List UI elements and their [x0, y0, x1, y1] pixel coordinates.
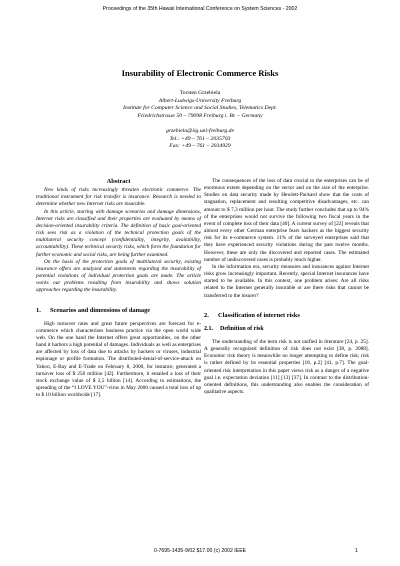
subsection-number: 2.1. [204, 325, 213, 332]
section-1-body [36, 321, 201, 400]
author-tel: Tel.: +49 – 761 – 2035703 [169, 135, 231, 142]
abstract-paragraph: New kinds of risks increasingly threaten electronic commerce. The traditional instrument for risk transfer is insurance. Research is needed to determine whether new Internet risks are insurable. [36, 187, 201, 208]
body-paragraph: High turnover rates and great future perspectives are forecast for e-commerce which characterizes business practice via the open world wide web. On the one hand the Internet offers great opportunities, on the other hand it harbors a high potential of damages. Individuals as well as enterprises are affected by loss of data due to attacks by hackers or viruses, industrial espionage or profile formation. The distributed-denial-of-service-attack on Yahoo, E-Bay and E-Trade on February 8, 2000, for instance, generated a turnover loss of $ 250 million [42]. Furthermore, it entailed a loss of their stock exchange value of $ 2,5 billion [14]. According to estimations, the spreading of the “I LOVE YOU”-virus in May 2000 caused a total loss of up to $ 10 billion worldwide [17]. [36, 320, 201, 399]
body-paragraph: The understanding of the term risk is not unified in literature [24, p. 25]. A generally recognized definition of risk does not exist [38, p. 2088]. Economic risk theory is meanwhile no longer attempting to define risk; risk is rather defined by its essential properties [18, p.2] [41, p.7]. The goal-oriented risk interpretation in this paper views risk as a danger of a negative goal i.e. expectation deviation [11] [13] [37]. In contrast to the distribution-oriented definitions, this understanding also enables the consideration of qualitative aspects. [204, 338, 369, 396]
author-name: Torsten Grzebiela [179, 90, 221, 96]
section-1-heading [36, 307, 201, 314]
author-fax: Fax: +49 – 761 – 2034929 [169, 143, 231, 150]
author-university: Albert-Ludwigs-University Freiburg [158, 97, 242, 104]
section-1-continued [204, 178, 369, 300]
section-number: 1. [36, 306, 41, 314]
left-column [36, 178, 201, 399]
copyright-footer: 0-7695-1435-9/02 $17.00 (c) 2002 IEEE [153, 548, 247, 554]
abstract-heading: Abstract [106, 178, 131, 185]
section-2-body [204, 339, 369, 396]
section-title: Scenarios and dimensions of damage [50, 306, 151, 314]
body-paragraph: The consequences of the loss of data crucial to the enterprises can be of enormous extent depending on the sector and on the size of the enterprise. Studies on data security made by Hewlett-Packard show that the costs of stagnation, replacement and resulting competitive disadvantages, etc. can amount to $ 7,3 million per hour. The study further concludes that up to 94% of the enterprises would not survive the following two fiscal years in the event of complete loss of their data [40]. A current survey of [22] reveals that almost every other German enterprise fears hackers as the biggest security risk for its e-commerce system. 11% of the surveyed enterprises said that they have experienced security violations during the past twelve months. However, these are only the discovered and reported cases. The estimated number of undiscovered cases is probably much higher. [204, 178, 369, 263]
author-institute: Institute for Computer Science and Social Studies, Telematics Dept. [123, 105, 277, 112]
running-head: Proceedings of the 35th Hawaii International Conference on System Sciences - 2002 [102, 6, 298, 12]
author-address: Friedrichstrasse 50 – 79098 Freiburg i. Br. – Germany [137, 113, 263, 120]
abstract [36, 178, 201, 295]
section-2-heading [204, 312, 369, 319]
section-title: Classification of internet risks [218, 311, 300, 319]
subsection-2-1-heading [204, 326, 369, 333]
body-paragraph: In the information era, security measures and insurances against Internet risks grow increasingly important. Recently, special Internet insurances have started to be available. In this context, one problem arises: Are all risks related to the Internet generally insurable or are there risks that cannot be transferred to the insurer? [204, 263, 369, 299]
author-email[interactable]: grzebiela@iig.uni-freiburg.de [166, 127, 234, 134]
paper-title: Insurability of Electronic Commerce Risks [121, 68, 279, 78]
page-number: 1 [355, 548, 358, 554]
section-number: 2. [204, 311, 209, 319]
right-column [204, 178, 369, 396]
subsection-title: Definition of risk [220, 325, 264, 332]
abstract-paragraph: On the basis of the protection goals of multilateral security, existing insurance offers are analysed and statements regarding the insurability of potential violations of individual protection goals are made. The article works out problems resulting from insurability and shows solution approaches regarding the insurability. [36, 258, 201, 294]
abstract-paragraph: In this article, starting with damage scenarios and damage dimensions, Internet risks are classified and their properties are evaluated by means of decision-oriented insurability criteria. The definition of basic goal-oriented risk sees risk as a violation of the technical protection goals of the multilateral security concept (confidentiality, integrity, availability, accountability). These technical security risks, which form the foundation for further economic and social risks, are being further examined. [36, 208, 201, 258]
author-block [40, 90, 360, 151]
